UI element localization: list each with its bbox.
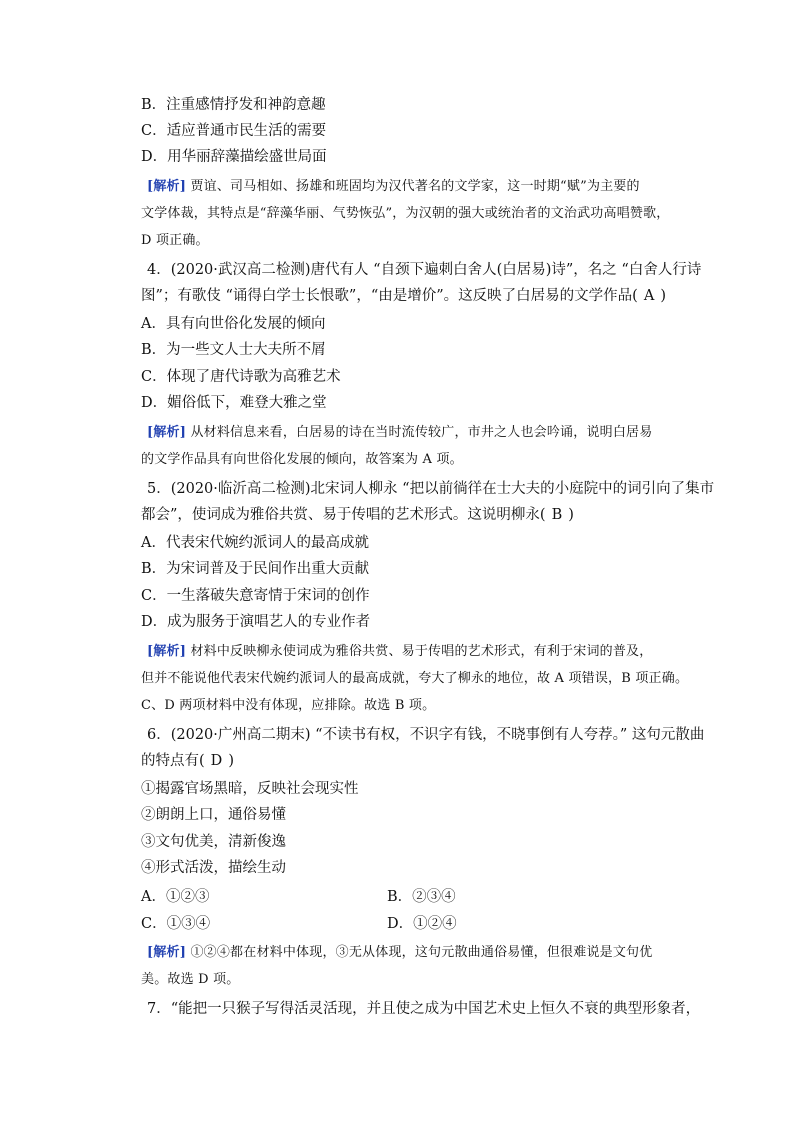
q4-analysis-line-2: 的文学作品具有向世俗化发展的倾向，故答案为 A 项。 [141, 452, 463, 467]
q4-analysis-tag: [解析] [147, 425, 187, 440]
q6-answer: D [210, 753, 223, 769]
q4-option-a: A．具有向世俗化发展的倾向 [141, 316, 326, 332]
q6-close-paren: ) [228, 753, 234, 769]
q6-stem-line-1: 6．(2020·广州高二期末) “不读书有权，不识字有钱，不晓事倒有人夸荐。” 这句元散曲 [147, 727, 705, 743]
q5-answer: B [551, 507, 563, 523]
q6-choice-c: C．①③④ [141, 916, 211, 932]
q6-choice-b: B．②③④ [387, 889, 456, 905]
q4-stem-text-2: 图”；有歌伎 “诵得白学士长恨歌”，“由是增价”。这反映了白居易的文学作品( [141, 288, 638, 304]
q4-close-paren: ) [660, 288, 666, 304]
q6-statement-2: ②朗朗上口，通俗易懂 [141, 807, 286, 823]
q4-stem-line-1: 4．(2020·武汉高二检测)唐代有人 “自颈下遍刺白舍人(白居易)诗”，名之 “白舍人行诗 [147, 262, 702, 278]
q6-statement-3: ③文句优美，清新俊逸 [141, 834, 286, 850]
q6-stem-text-2: 的特点有( [141, 753, 205, 769]
q6-statement-1: ①揭露官场黑暗，反映社会现实性 [141, 781, 359, 797]
q4-option-b: B．为一些文人士大夫所不屑 [141, 342, 326, 358]
q5-close-paren: ) [568, 507, 574, 523]
q4-option-d: D．媚俗低下，难登大雅之堂 [141, 395, 327, 411]
q5-stem-line-2 [141, 503, 681, 527]
q6-choice-d: D．①②④ [387, 916, 457, 932]
q5-option-b: B．为宋词普及于民间作出重大贡献 [141, 561, 370, 577]
q6-analysis-text-1: ①②④都在材料中体现，③无从体现，这句元散曲通俗易懂，但很难说是文句优 [190, 945, 653, 960]
q5-option-d: D．成为服务于演唱艺人的专业作者 [141, 614, 371, 630]
q6-analysis-tag: [解析] [147, 945, 187, 960]
q3-option-b: B．注重感情抒发和神韵意趣 [141, 97, 326, 113]
q3-option-c: C．适应普通市民生活的需要 [141, 123, 327, 139]
q4-analysis-text-1: 从材料信息来看，白居易的诗在当时流传较广，市井之人也会吟诵，说明白居易 [190, 425, 653, 440]
q5-option-a: A．代表宋代婉约派词人的最高成就 [141, 535, 369, 551]
q3-option-d: D．用华丽辞藻描绘盛世局面 [141, 149, 327, 165]
q6-statement-4: ④形式活泼，描绘生动 [141, 860, 286, 876]
q4-option-c: C．体现了唐代诗歌为高雅艺术 [141, 369, 341, 385]
q6-analysis-line-2: 美。故选 D 项。 [141, 972, 240, 987]
q5-analysis-tag: [解析] [147, 644, 187, 659]
q6-stem-line-2 [141, 749, 681, 773]
q6-choice-a: A．①②③ [141, 889, 210, 905]
q5-analysis-line-1 [147, 640, 687, 664]
q4-stem-line-2 [141, 284, 681, 308]
q4-analysis-line-1 [147, 421, 687, 445]
q6-analysis-line-1 [147, 941, 687, 965]
q3-analysis-tag: [解析] [147, 179, 187, 194]
q3-analysis-line-1 [147, 175, 687, 199]
q7-stem-line-1: 7．“能把一只猴子写得活灵活现，并且使之成为中国艺术史上恒久不衰的典型形象者， [147, 1001, 701, 1017]
q5-analysis-line-3: C、D 两项材料中没有体现，应排除。故选 B 项。 [141, 698, 436, 713]
q3-analysis-line-2: 文学体裁，其特点是“辞藻华丽、气势恢弘”，为汉朝的强大或统治者的文治武功高唱赞歌， [141, 206, 670, 221]
q5-stem-line-1: 5．(2020·临沂高二检测)北宋词人柳永 “把以前徜徉在士大夫的小庭院中的词引向了集市 [147, 481, 715, 497]
q5-analysis-line-2: 但并不能说他代表宋代婉约派词人的最高成就，夸大了柳永的地位，故 A 项错误，B 项正确。 [141, 671, 689, 686]
q5-stem-text-2: 都会”，使词成为雅俗共赏、易于传唱的艺术形式。这说明柳永( [141, 507, 546, 523]
q5-analysis-text-1: 材料中反映柳永使词成为雅俗共赏、易于传唱的艺术形式，有利于宋词的普及， [190, 644, 653, 659]
q3-analysis-line-3: D 项正确。 [141, 233, 209, 248]
q3-analysis-text-1: 贾谊、司马相如、扬雄和班固均为汉代著名的文学家，这一时期“赋”为主要的 [190, 179, 640, 194]
q4-answer: A [643, 288, 655, 304]
q5-option-c: C．一生落破失意寄情于宋词的创作 [141, 588, 370, 604]
